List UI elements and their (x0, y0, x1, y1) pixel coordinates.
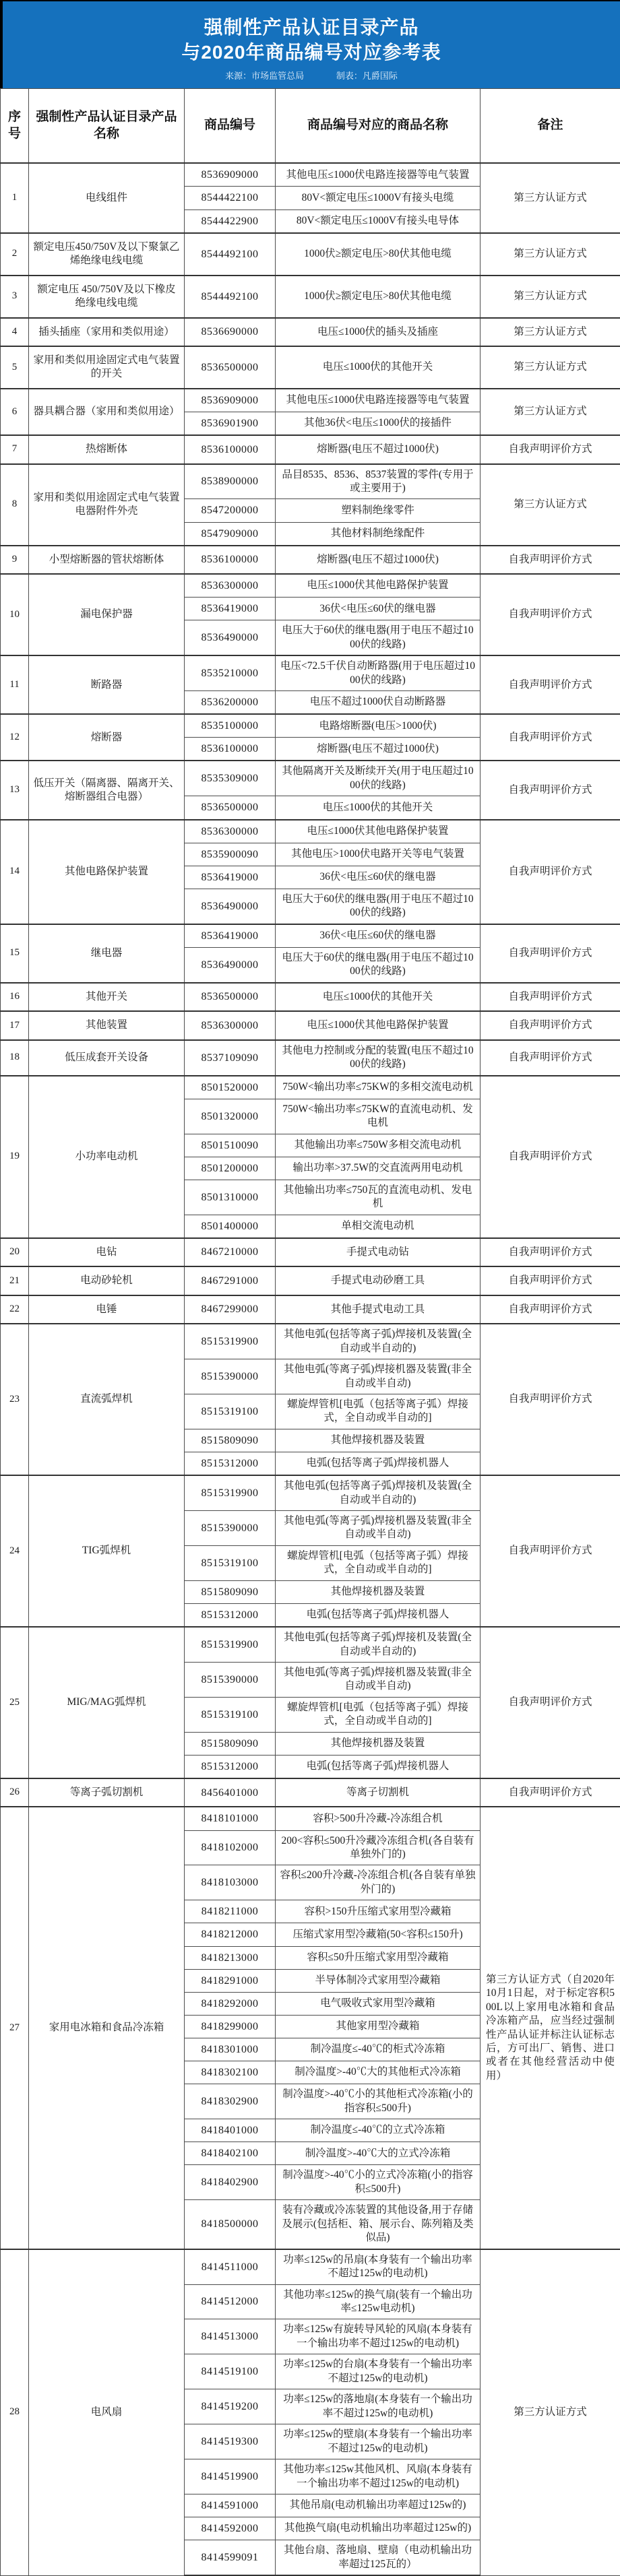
product-name: 直流弧焊机 (29, 1324, 185, 1475)
commodity-code: 8544492100 (185, 276, 276, 318)
remark: 自我声明评价方式 (480, 655, 620, 714)
remark: 第三方认证方式 (480, 276, 620, 318)
product-name: MIG/MAG弧焊机 (29, 1627, 185, 1778)
page-title-line1: 强制性产品认证目录产品 (9, 15, 613, 40)
commodity-code: 8536500000 (185, 796, 276, 820)
row-number: 2 (1, 233, 29, 276)
commodity-name: 熔断器(电压不超过1000伏) (276, 546, 480, 574)
commodity-name: 螺旋焊管机[电弧（包括等离子弧）焊接式，全自动或半自动的] (276, 1394, 480, 1429)
commodity-name: 其他隔离开关及断续开关(用于电压超过1000伏的线路) (276, 761, 480, 796)
row-number: 16 (1, 983, 29, 1011)
product-name: 家用和类似用途固定式电气装置的开关 (29, 346, 185, 389)
commodity-name: 电弧(包括等离子弧)焊接机器人 (276, 1603, 480, 1627)
col-header-code: 商品编号 (185, 89, 276, 164)
commodity-code: 8414512000 (185, 2284, 276, 2319)
commodity-code: 8501200000 (185, 1157, 276, 1180)
product-name: 其他开关 (29, 983, 185, 1011)
remark: 第三方认证方式 (480, 346, 620, 389)
commodity-code: 8535900090 (185, 843, 276, 866)
commodity-code: 8418103000 (185, 1865, 276, 1900)
table-row (1, 1778, 620, 1807)
commodity-code: 8536300000 (185, 1011, 276, 1039)
commodity-name: 36伏<电压≤60伏的继电器 (276, 598, 480, 620)
commodity-code: 8418402900 (185, 2165, 276, 2200)
commodity-name: 其他电力控制或分配的装置(电压不超过1000伏的线路) (276, 1040, 480, 1076)
commodity-name: 电压≤1000伏其他电路保护装置 (276, 574, 480, 598)
commodity-code: 8515312000 (185, 1755, 276, 1778)
commodity-code: 8536901900 (185, 412, 276, 435)
commodity-code: 8501520000 (185, 1076, 276, 1099)
product-name: 家用和类似用途固定式电气装置电器附件外壳 (29, 464, 185, 546)
commodity-name: 其他输出功率≤750W多相交流电动机 (276, 1134, 480, 1157)
col-header-no: 序号 (1, 89, 29, 164)
commodity-name: 制冷温度>-40℃大的其他柜式冷冻箱 (276, 2061, 480, 2084)
commodity-code: 8418213000 (185, 1946, 276, 1969)
product-name: 额定电压450/750V及以下聚氯乙烯绝缘电线电缆 (29, 233, 185, 276)
commodity-name: 制冷温度>-40℃大的立式冷冻箱 (276, 2142, 480, 2165)
commodity-code: 8515319900 (185, 1627, 276, 1662)
commodity-code: 8515319900 (185, 1324, 276, 1359)
commodity-name: 容积>150升压缩式家用型冷藏箱 (276, 1900, 480, 1923)
table-row (1, 574, 620, 598)
commodity-code: 8535100000 (185, 714, 276, 738)
commodity-name: 1000伏≥额定电压>80伏其他电缆 (276, 233, 480, 276)
page-title (9, 15, 613, 65)
commodity-name: 其他家用型冷藏箱 (276, 2015, 480, 2038)
row-number: 22 (1, 1295, 29, 1324)
commodity-code: 8515809090 (185, 1732, 276, 1755)
commodity-name: 其他材料制绝缘配件 (276, 522, 480, 546)
commodity-code: 8414519200 (185, 2389, 276, 2424)
row-number: 27 (1, 1807, 29, 2249)
product-name: 器具耦合器（家用和类似用途） (29, 389, 185, 435)
commodity-code: 8515312000 (185, 1452, 276, 1476)
commodity-code: 8418401000 (185, 2119, 276, 2142)
remark: 自我声明评价方式 (480, 820, 620, 924)
remark: 自我声明评价方式 (480, 1324, 620, 1475)
table-row (1, 318, 620, 346)
commodity-code: 8515319100 (185, 1545, 276, 1580)
maker-label: 制表：凡爵国际 (336, 71, 398, 81)
remark: 自我声明评价方式 (480, 546, 620, 574)
commodity-name: 等离子切割机 (276, 1778, 480, 1807)
commodity-name: 其他手提式电动工具 (276, 1295, 480, 1324)
product-name: 电钻 (29, 1238, 185, 1266)
row-number: 24 (1, 1475, 29, 1627)
commodity-code: 8418302900 (185, 2084, 276, 2119)
table-row (1, 1238, 620, 1266)
commodity-name: 其他焊接机器及装置 (276, 1429, 480, 1452)
commodity-name: 熔断器(电压不超过1000伏) (276, 738, 480, 761)
commodity-code: 8536909000 (185, 389, 276, 412)
commodity-code: 8418101000 (185, 1807, 276, 1830)
table-row (1, 546, 620, 574)
remark: 第三方认证方式 (480, 464, 620, 546)
commodity-code: 8418402100 (185, 2142, 276, 2165)
table-row (1, 761, 620, 796)
commodity-code: 8515390000 (185, 1511, 276, 1546)
commodity-code: 8501310000 (185, 1180, 276, 1215)
commodity-code: 8536100000 (185, 738, 276, 761)
commodity-name: 单相交流电动机 (276, 1215, 480, 1238)
table-row (1, 1475, 620, 1510)
commodity-name: 其他功率≤125w其他风机、风扇(本身装有一个输出功率不超过125w的电动机) (276, 2459, 480, 2494)
remark: 自我声明评价方式 (480, 1627, 620, 1778)
table-row (1, 464, 620, 499)
commodity-code: 8414599091 (185, 2540, 276, 2575)
product-name: 低压成套开关设备 (29, 1040, 185, 1076)
row-number: 26 (1, 1778, 29, 1807)
row-number: 18 (1, 1040, 29, 1076)
commodity-code: 8536419000 (185, 924, 276, 948)
commodity-name: 品目8535、8536、8537装置的零件(专用于或主要用于) (276, 464, 480, 499)
commodity-name: 电压≤1000伏的其他开关 (276, 796, 480, 820)
col-header-product: 强制性产品认证目录产品名称 (29, 89, 185, 164)
remark: 第三方认证方式 (480, 163, 620, 232)
table-row (1, 655, 620, 690)
commodity-code: 8536419000 (185, 598, 276, 620)
commodity-name: 其他电压≤1000伏电路连接器等电气装置 (276, 389, 480, 412)
product-name: 电锤 (29, 1295, 185, 1324)
row-number: 8 (1, 464, 29, 546)
commodity-code: 8535309000 (185, 761, 276, 796)
row-number: 7 (1, 435, 29, 463)
commodity-code: 8547909000 (185, 522, 276, 546)
commodity-name: 750W<输出功率≤75KW的多相交流电动机 (276, 1076, 480, 1099)
commodity-code: 8515390000 (185, 1662, 276, 1697)
commodity-code: 8414519300 (185, 2424, 276, 2459)
commodity-name: 750W<输出功率≤75KW的直流电动机、发电机 (276, 1099, 480, 1134)
remark: 自我声明评价方式 (480, 983, 620, 1011)
commodity-code: 8418212000 (185, 1923, 276, 1946)
row-number: 10 (1, 574, 29, 655)
product-name: 漏电保护器 (29, 574, 185, 655)
commodity-name: 80V<额定电压≤1000V有接头电缆 (276, 187, 480, 210)
col-header-name: 商品编号对应的商品名称 (276, 89, 480, 164)
commodity-code: 8515809090 (185, 1580, 276, 1603)
commodity-name: 功率≤125w的吊扇(本身装有一个输出功率不超过125w的电动机) (276, 2249, 480, 2284)
remark: 自我声明评价方式 (480, 435, 620, 463)
product-name: 电线组件 (29, 163, 185, 232)
commodity-code: 8467210000 (185, 1238, 276, 1266)
product-name: 等离子弧切割机 (29, 1778, 185, 1807)
row-number: 15 (1, 924, 29, 983)
table-row (1, 1627, 620, 1662)
commodity-name: 螺旋焊管机[电弧（包括等离子弧）焊接式，全自动或半自动的] (276, 1545, 480, 1580)
row-number: 28 (1, 2249, 29, 2575)
commodity-name: 其他吊扇(电动机输出功率超过125w的) (276, 2494, 480, 2517)
remark: 自我声明评价方式 (480, 1238, 620, 1266)
commodity-name: 其他电弧(等离子弧)焊接机器及装置(非全自动或半自动) (276, 1511, 480, 1546)
commodity-code: 8414513000 (185, 2319, 276, 2354)
remark: 自我声明评价方式 (480, 1778, 620, 1807)
commodity-name: 熔断器(电压不超过1000伏) (276, 435, 480, 463)
product-name: 熔断器 (29, 714, 185, 761)
remark: 自我声明评价方式 (480, 1266, 620, 1295)
commodity-code: 8536909000 (185, 163, 276, 187)
commodity-name: 电压<72.5千伏自动断路器(用于电压超过1000伏的线路) (276, 655, 480, 690)
remark: 第三方认证方式 (480, 2249, 620, 2575)
commodity-code: 8536100000 (185, 435, 276, 463)
commodity-code: 8414592000 (185, 2517, 276, 2540)
remark: 第三方认证方式 (480, 318, 620, 346)
col-header-remark: 备注 (480, 89, 620, 164)
table-row (1, 820, 620, 843)
row-number: 9 (1, 546, 29, 574)
commodity-name: 电压≤1000伏其他电路保护装置 (276, 820, 480, 843)
row-number: 12 (1, 714, 29, 761)
commodity-code: 8418211000 (185, 1900, 276, 1923)
product-name: 家用电冰箱和食品冷冻箱 (29, 1807, 185, 2249)
ccc-code-table (0, 88, 620, 2576)
remark: 自我声明评价方式 (480, 1475, 620, 1627)
commodity-name: 螺旋焊管机[电弧（包括等离子弧）焊接式，全自动或半自动的] (276, 1697, 480, 1732)
commodity-name: 塑料制绝缘零件 (276, 499, 480, 522)
table-header-row (1, 89, 620, 164)
commodity-name: 电弧(包括等离子弧)焊接机器人 (276, 1755, 480, 1778)
table-row (1, 714, 620, 738)
commodity-code: 8536490000 (185, 947, 276, 982)
commodity-name: 电弧(包括等离子弧)焊接机器人 (276, 1452, 480, 1476)
commodity-name: 制冷温度>-40℃小的其他柜式冷冻箱(小的指容积≤500升) (276, 2084, 480, 2119)
commodity-code: 8418102000 (185, 1830, 276, 1865)
commodity-name: 其他36伏<电压≤1000伏的接插件 (276, 412, 480, 435)
row-number: 21 (1, 1266, 29, 1295)
remark: 自我声明评价方式 (480, 714, 620, 761)
product-name: 电风扇 (29, 2249, 185, 2575)
table-row (1, 983, 620, 1011)
commodity-name: 其他换气扇(电动机输出功率超过125w的) (276, 2517, 480, 2540)
commodity-code: 8536300000 (185, 820, 276, 843)
commodity-name: 其他电弧(包括等离子弧)焊接机及装置(全自动或半自动的) (276, 1475, 480, 1510)
commodity-name: 其他电压>1000伏电路开关等电气装置 (276, 843, 480, 866)
row-number: 25 (1, 1627, 29, 1778)
table-row (1, 1807, 620, 1830)
product-name: 继电器 (29, 924, 185, 983)
commodity-name: 半导体制冷式家用型冷藏箱 (276, 1969, 480, 1992)
commodity-name: 电压≤1000伏的其他开关 (276, 346, 480, 389)
commodity-code: 8536300000 (185, 574, 276, 598)
commodity-name: 其他功率≤125w的换气扇(装有一个输出功率≤125w电动机) (276, 2284, 480, 2319)
commodity-name: 其他台扇、落地扇、壁扇（电动机输出功率超过125瓦的） (276, 2540, 480, 2575)
commodity-name: 容积≤50升压缩式家用型冷藏箱 (276, 1946, 480, 1969)
commodity-name: 电压大于60伏的继电器(用于电压不超过1000伏的线路) (276, 889, 480, 924)
commodity-name: 电压≤1000伏其他电路保护装置 (276, 1011, 480, 1039)
commodity-code: 8536100000 (185, 546, 276, 574)
table-row (1, 1040, 620, 1076)
table-row (1, 924, 620, 948)
remark: 第三方认证方式 (480, 233, 620, 276)
commodity-name: 36伏<电压≤60伏的继电器 (276, 866, 480, 889)
commodity-name: 200<容积≤500升冷藏冷冻组合机(各自装有单独外门的) (276, 1830, 480, 1865)
commodity-name: 电压大于60伏的继电器(用于电压不超过1000伏的线路) (276, 947, 480, 982)
remark: 自我声明评价方式 (480, 574, 620, 655)
commodity-code: 8418301000 (185, 2038, 276, 2061)
commodity-name: 装有冷藏或冷冻装置的其他设备,用于存储及展示(包括柜、箱、展示台、陈列箱及类似品) (276, 2200, 480, 2249)
product-name: 额定电压 450/750V及以下橡皮绝缘电线电缆 (29, 276, 185, 318)
commodity-name: 输出功率>37.5W的交直流两用电动机 (276, 1157, 480, 1180)
commodity-name: 其他电弧(包括等离子弧)焊接机及装置(全自动或半自动的) (276, 1627, 480, 1662)
table-header (1, 89, 620, 164)
row-number: 14 (1, 820, 29, 924)
commodity-code: 8536419000 (185, 866, 276, 889)
commodity-code: 8536200000 (185, 691, 276, 715)
commodity-code: 8418291000 (185, 1969, 276, 1992)
commodity-name: 其他输出功率≤750瓦的直流电动机、发电机 (276, 1180, 480, 1215)
commodity-code: 8418299000 (185, 2015, 276, 2038)
commodity-code: 8456401000 (185, 1778, 276, 1807)
commodity-name: 功率≤125w有旋转导风轮的风扇(本身装有一个输出功率不超过125w的电动机) (276, 2319, 480, 2354)
commodity-code: 8544422100 (185, 187, 276, 210)
row-number: 13 (1, 761, 29, 819)
commodity-name: 36伏<电压≤60伏的继电器 (276, 924, 480, 948)
commodity-code: 8467291000 (185, 1266, 276, 1295)
page-banner (0, 1, 620, 88)
commodity-code: 8418302100 (185, 2061, 276, 2084)
commodity-code: 8501400000 (185, 1215, 276, 1238)
commodity-code: 8536500000 (185, 346, 276, 389)
commodity-name: 电压不超过1000伏自动断路器 (276, 691, 480, 715)
commodity-code: 8515319100 (185, 1394, 276, 1429)
commodity-code: 8515319900 (185, 1475, 276, 1510)
product-name: 小型熔断器的管状熔断体 (29, 546, 185, 574)
table-row (1, 276, 620, 318)
commodity-name: 容积≤200升冷藏-冷冻组合机(各自装有单独外门的) (276, 1865, 480, 1900)
row-number: 6 (1, 389, 29, 435)
table-row (1, 1011, 620, 1039)
table-row (1, 2249, 620, 2284)
commodity-name: 压缩式家用型冷藏箱(50<容积≤150升) (276, 1923, 480, 1946)
product-name: 其他装置 (29, 1011, 185, 1039)
commodity-code: 8414519900 (185, 2459, 276, 2494)
page-title-line2: 与2020年商品编号对应参考表 (9, 40, 613, 65)
row-number: 17 (1, 1011, 29, 1039)
commodity-code: 8414519100 (185, 2354, 276, 2389)
commodity-name: 电压≤1000伏的其他开关 (276, 983, 480, 1011)
commodity-name: 电压≤1000伏的插头及插座 (276, 318, 480, 346)
commodity-code: 8515312000 (185, 1603, 276, 1627)
table-row (1, 1295, 620, 1324)
commodity-code: 8536490000 (185, 889, 276, 924)
remark: 自我声明评价方式 (480, 924, 620, 983)
commodity-name: 手提式电动砂磨工具 (276, 1266, 480, 1295)
table-body (1, 163, 620, 2575)
commodity-code: 8515809090 (185, 1429, 276, 1452)
commodity-name: 其他电弧(包括等离子弧)焊接机及装置(全自动或半自动的) (276, 1324, 480, 1359)
commodity-name: 容积>500升冷藏-冷冻组合机 (276, 1807, 480, 1830)
table-row (1, 346, 620, 389)
commodity-name: 电压大于60伏的继电器(用于电压不超过1000伏的线路) (276, 620, 480, 655)
row-number: 23 (1, 1324, 29, 1475)
row-number: 19 (1, 1076, 29, 1238)
row-number: 20 (1, 1238, 29, 1266)
commodity-code: 8536500000 (185, 983, 276, 1011)
commodity-name: 其他焊接机器及装置 (276, 1732, 480, 1755)
remark: 自我声明评价方式 (480, 761, 620, 819)
commodity-code: 8537109090 (185, 1040, 276, 1076)
product-name: 插头插座（家用和类似用途） (29, 318, 185, 346)
commodity-code: 8515390000 (185, 1359, 276, 1394)
remark: 第三方认证方式 (480, 389, 620, 435)
commodity-name: 其他电弧(等离子弧)焊接机器及装置(非全自动或半自动) (276, 1662, 480, 1697)
product-name: 其他电路保护装置 (29, 820, 185, 924)
product-name: 电动砂轮机 (29, 1266, 185, 1295)
commodity-name: 功率≤125w的壁扇(本身装有一个输出功率不超过125w的电动机) (276, 2424, 480, 2459)
table-row (1, 163, 620, 187)
product-name: 断路器 (29, 655, 185, 714)
row-number: 4 (1, 318, 29, 346)
commodity-code: 8467299000 (185, 1295, 276, 1324)
commodity-code: 8515319100 (185, 1697, 276, 1732)
commodity-code: 8414511000 (185, 2249, 276, 2284)
commodity-code: 8538900000 (185, 464, 276, 499)
commodity-name: 其他焊接机器及装置 (276, 1580, 480, 1603)
commodity-code: 8544422900 (185, 210, 276, 233)
commodity-code: 8501510090 (185, 1134, 276, 1157)
commodity-name: 1000伏≥额定电压>80伏其他电缆 (276, 276, 480, 318)
table-row (1, 1076, 620, 1099)
commodity-name: 手提式电动钻 (276, 1238, 480, 1266)
remark: 自我声明评价方式 (480, 1295, 620, 1324)
table-row (1, 389, 620, 412)
commodity-code: 8535210000 (185, 655, 276, 690)
commodity-name: 80V<额定电压≤1000V有接头电导体 (276, 210, 480, 233)
commodity-code: 8544492100 (185, 233, 276, 276)
remark: 自我声明评价方式 (480, 1011, 620, 1039)
row-number: 1 (1, 163, 29, 232)
commodity-name: 其他电压≤1000伏电路连接器等电气装置 (276, 163, 480, 187)
commodity-code: 8536490000 (185, 620, 276, 655)
table-row (1, 233, 620, 276)
product-name: TIG弧焊机 (29, 1475, 185, 1627)
remark: 自我声明评价方式 (480, 1076, 620, 1238)
commodity-name: 电路熔断器(电压>1000伏) (276, 714, 480, 738)
commodity-code: 8501320000 (185, 1099, 276, 1134)
row-number: 3 (1, 276, 29, 318)
commodity-code: 8536690000 (185, 318, 276, 346)
remark: 第三方认证方式（自2020年10月1日起，对于标定容积500L以上家用电冰箱和食品冷冻箱产品，应当经过强制性产品认证并标注认证标志后，方可出厂、销售、进口或者在其他经营活动中使用） (480, 1807, 620, 2249)
commodity-code: 8418500000 (185, 2200, 276, 2249)
commodity-name: 功率≤125w的落地扇(本身装有一个输出功率不超过125w的电动机) (276, 2389, 480, 2424)
commodity-code: 8418292000 (185, 1992, 276, 2015)
row-number: 5 (1, 346, 29, 389)
commodity-name: 电气吸收式家用型冷藏箱 (276, 1992, 480, 2015)
product-name: 低压开关（隔离器、隔离开关、熔断器组合电器） (29, 761, 185, 819)
source-label: 来源：市场监管总局 (225, 71, 304, 81)
commodity-name: 其他电弧(等离子弧)焊接机器及装置(非全自动或半自动) (276, 1359, 480, 1394)
commodity-code: 8547200000 (185, 499, 276, 522)
product-name: 热熔断体 (29, 435, 185, 463)
table-row (1, 1324, 620, 1359)
commodity-name: 制冷温度≤-40℃的柜式冷冻箱 (276, 2038, 480, 2061)
remark: 自我声明评价方式 (480, 1040, 620, 1076)
page-subtitle (9, 69, 613, 82)
commodity-code: 8414591000 (185, 2494, 276, 2517)
commodity-name: 功率≤125w的台扇(本身装有一个输出功率不超过125w的电动机) (276, 2354, 480, 2389)
table-row (1, 1266, 620, 1295)
row-number: 11 (1, 655, 29, 714)
table-row (1, 435, 620, 463)
commodity-name: 制冷温度≤-40℃的立式冷冻箱 (276, 2119, 480, 2142)
product-name: 小功率电动机 (29, 1076, 185, 1238)
commodity-name: 制冷温度>-40℃小的立式冷冻箱(小的指容积≤500升) (276, 2165, 480, 2200)
